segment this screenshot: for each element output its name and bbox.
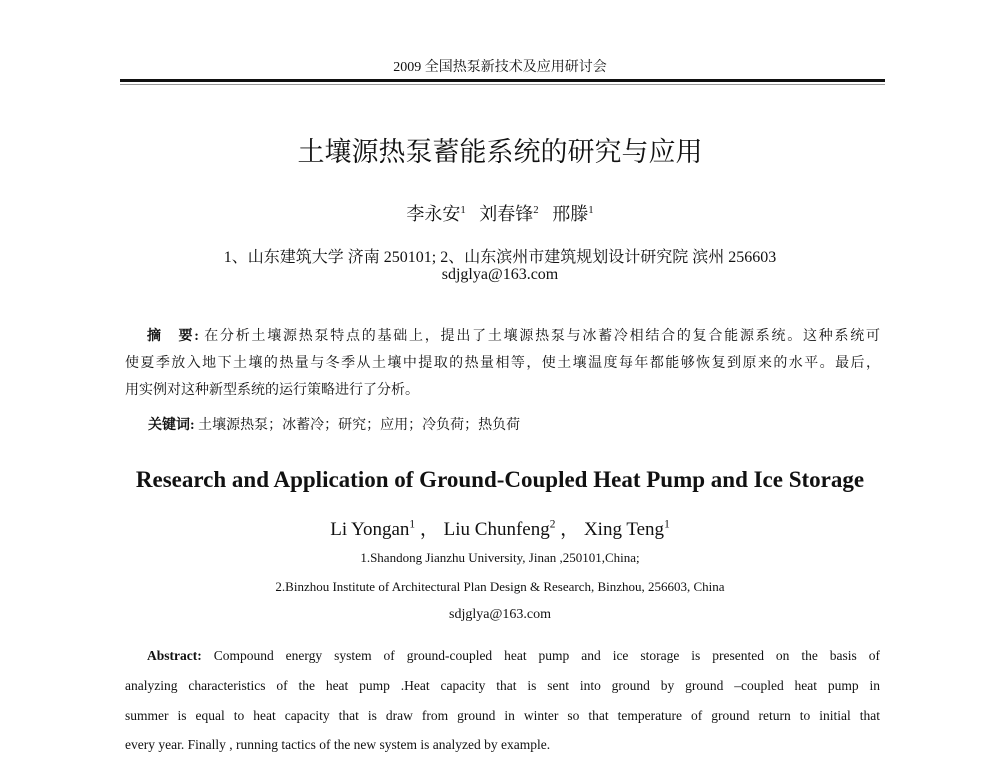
author-name: Liu Chunfeng (443, 519, 550, 540)
author-name: 李永安 (406, 204, 461, 224)
author-aff: 1 (588, 204, 594, 216)
email-en: sdjglya@163.com (449, 607, 551, 622)
author-aff: 1 (460, 204, 466, 216)
abstract-en-line: summer is equal to heat capacity that is draw from ground in winter so that temperature of ground return to initial that (125, 708, 880, 723)
header-rule-thin (120, 84, 885, 85)
title-cn: 土壤源热泵蓄能系统的研究与应用 (297, 137, 703, 168)
abstract-cn-text: 在分析土壤源热泵特点的基础上，提出了土壤源热泵与冰蓄冷相结合的复合能源系统。这种系统可 (204, 329, 881, 344)
affiliation-en: 1.Shandong Jianzhu University, Jinan ,250101,China; (360, 550, 640, 565)
keywords-cn-text: 土壤源热泵；冰蓄冷；研究；应用；冷负荷；热负荷 (198, 418, 521, 433)
title-en: Research and Application of Ground-Coupled Heat Pump and Ice Storage (135, 467, 865, 492)
keywords-cn-label: 关键词: (148, 418, 195, 433)
abstract-cn-line: 用实例对这种新型系统的运行策略进行了分析。 (125, 383, 419, 398)
author-name: 邢滕 (552, 204, 589, 224)
author-name: Xing Teng (583, 519, 665, 540)
author-aff: 2 (533, 204, 539, 216)
author-name: Li Yongan (330, 519, 410, 540)
affiliations-cn: 1、山东建筑大学 济南 250101; 2、山东滨州市建筑规划设计研究院 滨州 256603 (223, 249, 777, 266)
affiliation-en: 2.Binzhou Institute of Architectural Plan Design & Research, Binzhou, 256603, China (275, 579, 725, 594)
abstract-en-label: Abstract: (147, 648, 202, 663)
abstract-en-text: Compound energy system of ground-coupled heat pump and ice storage is presented on the basis of (213, 648, 880, 663)
email-cn: sdjglya@163.com (441, 266, 559, 283)
author-aff: 1 (409, 518, 416, 531)
header-rule (120, 79, 885, 82)
authors-en: Li Yongan$^1$ ， Liu Chunfeng$^2$ ， Xing Teng$^1$ (330, 518, 670, 540)
abstract-cn-label: 摘 要: (147, 329, 199, 344)
abstract-en-line: analyzing characteristics of the heat pump .Heat capacity that is sent into ground by ground –coupled heat pump in (125, 678, 880, 693)
abstract-en-line (125, 648, 880, 664)
author-name: 刘春锋 (479, 204, 534, 224)
authors-cn (0, 200, 1000, 226)
running-header: 2009 全国热泵新技术及应用研讨会 (393, 60, 607, 75)
abstract-cn-line (125, 325, 880, 345)
keywords-cn (148, 414, 520, 434)
author-aff: 1 (664, 518, 670, 531)
author-aff: 2 (549, 518, 556, 531)
abstract-cn-line: 使夏季放入地下土壤的热量与冬季从土壤中提取的热量相等，使土壤温度每年都能够恢复到原来的水平。最后， (125, 356, 880, 371)
abstract-en-line: every year. Finally , running tactics of the new system is analyzed by example. (125, 737, 551, 752)
